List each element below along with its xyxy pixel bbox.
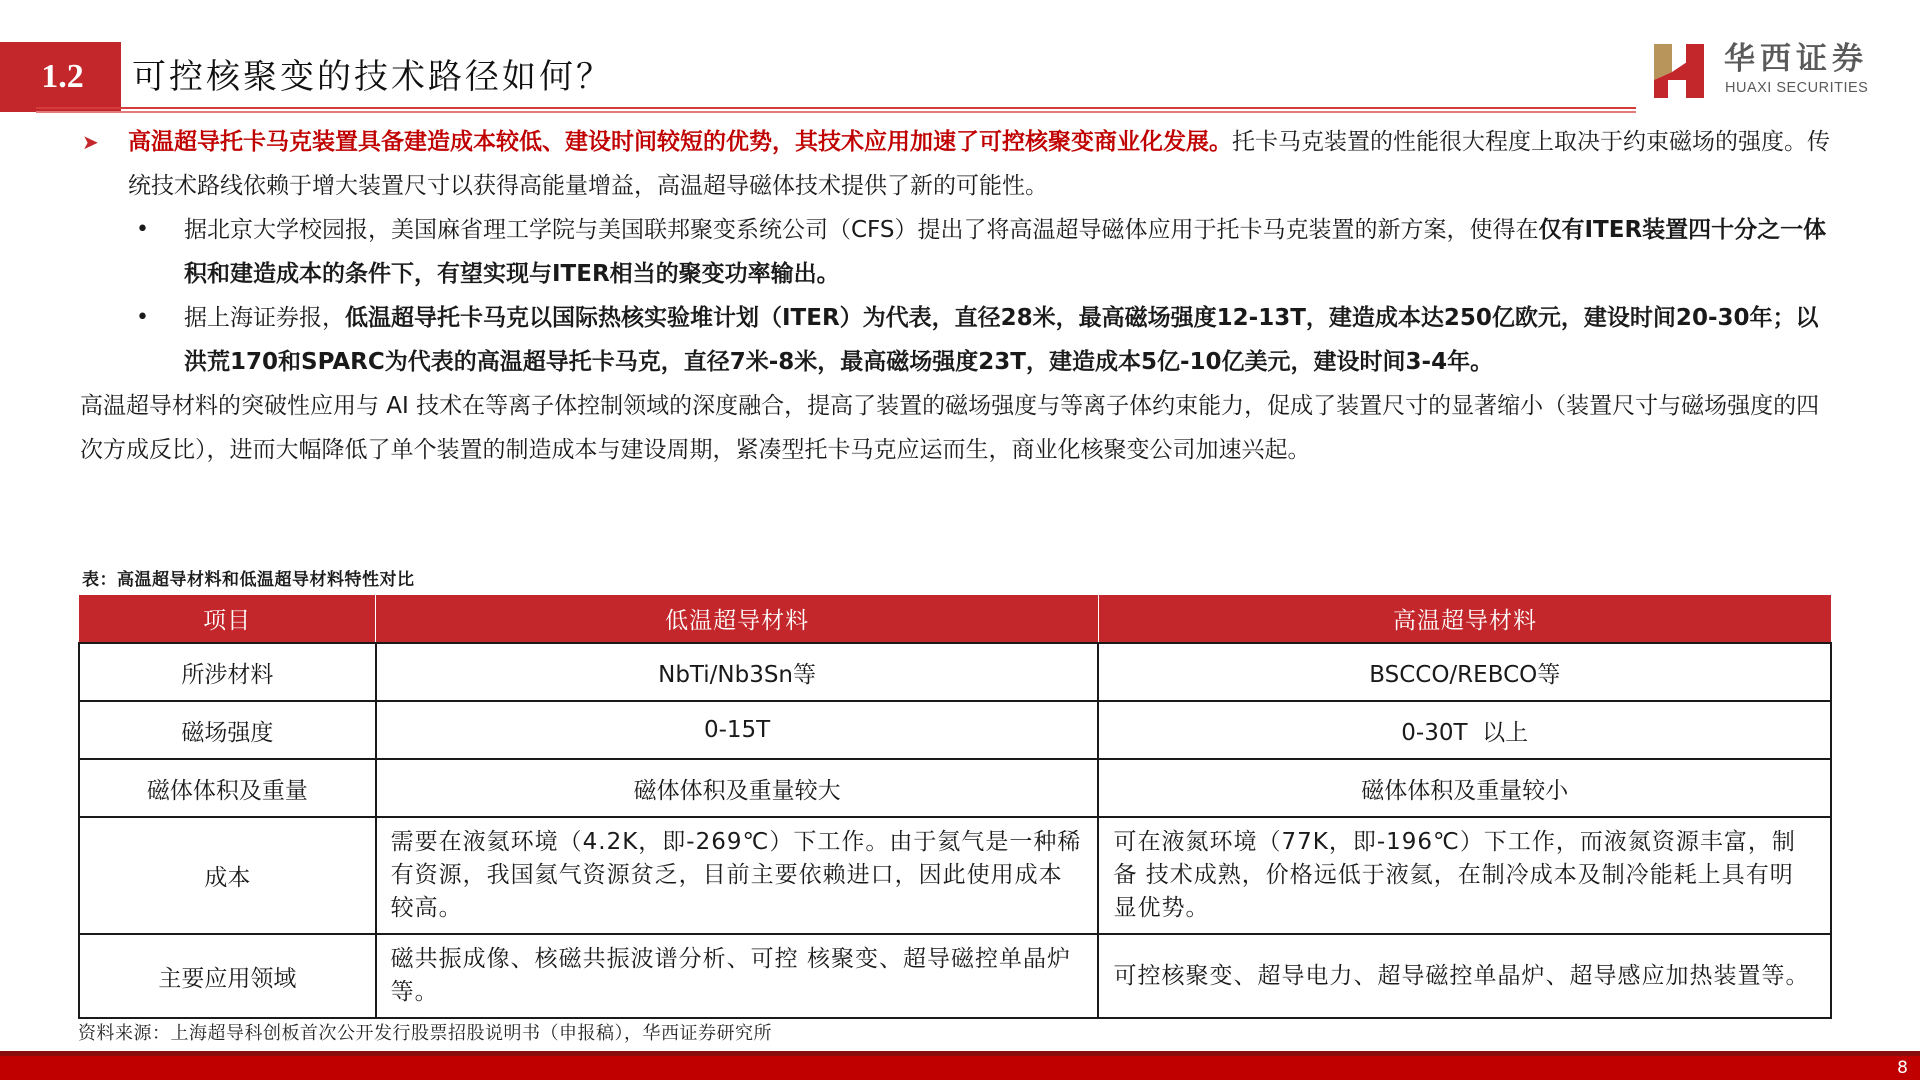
table-row [79,934,1831,1018]
high-temp-cell: 磁体体积及重量较小 [1098,759,1831,817]
summary-paragraph: 高温超导材料的突破性应用与 AI 技术在等离子体控制领域的深度融合，提高了装置的磁场强度与等离子体约束能力，促成了装置尺寸的显著缩小（装置尺寸与磁场强度的四次方成反比），进而大幅降低了单个装置的制造成本与建设周期，紧凑型托卡马克应运而生，商业化核聚变公司加速兴起。 [80,393,1820,463]
huaxi-logo [1652,36,1892,106]
huaxi-logo-icon [1652,42,1706,98]
table-row [79,759,1831,817]
high-temp-cell: 可在液氮环境（77K，即-196℃）下工作，而液氮资源丰富，制备 技术成熟，价格远低于液氦，在制冷成本及制冷能耗上具有明显优势。 [1098,817,1831,934]
comparison-table [78,595,1832,1019]
bullet-plain-text: 据上海证券报， [184,305,345,331]
row-label: 所涉材料 [79,643,376,701]
table-row [79,643,1831,701]
low-temp-cell: 0-15T [376,701,1099,759]
bullet-dot-icon: • [136,217,149,242]
high-temp-cell: 可控核聚变、超导电力、超导磁控单晶炉、超导感应加热装置等。 [1098,934,1831,1018]
low-temp-cell: NbTi/Nb3Sn等 [376,643,1099,701]
table-header-row [79,595,1831,643]
row-label: 成本 [79,817,376,934]
row-label: 主要应用领域 [79,934,376,1018]
high-temp-cell: 0-30T 以上 [1098,701,1831,759]
low-temp-cell: 磁共振成像、核磁共振波谱分析、可控 核聚变、超导磁控单晶炉等。 [376,934,1099,1018]
bullet-plain-text: 据北京大学校园报，美国麻省理工学院与美国联邦聚变系统公司（CFS）提出了将高温超导磁体应用于托卡马克装置的新方案，使得在 [184,217,1539,243]
bullet-dot-icon: • [136,305,149,330]
header-item: 项目 [79,595,376,643]
bullet-item [80,208,1840,296]
logo-name-cn: 华西证券 [1724,41,1868,77]
header-low-temp: 低温超导材料 [376,595,1099,643]
bullet-item [80,296,1840,384]
table-row [79,817,1831,934]
page-title: 可控核聚变的技术路径如何？ [132,57,613,97]
lead-highlight: 高温超导托卡马克装置具备建造成本较低、建设时间较短的优势，其技术应用加速了可控核聚变商业化发展。 [128,129,1232,155]
row-label: 磁体体积及重量 [79,759,376,817]
arrow-bullet-icon: ➤ [82,130,99,154]
page-number: 8 [1897,1058,1908,1078]
high-temp-cell: BSCCO/REBCO等 [1098,643,1831,701]
footer-bar [0,1051,1920,1080]
lead-paragraph [80,120,1840,208]
table-caption: 表：高温超导材料和低温超导材料特性对比 [82,570,415,590]
table-row [79,701,1831,759]
bullet-bold-text: 仅有ITER装置四十分之一体积和建造成本的条件下，有望实现与ITER相当的聚变功率输出。 [184,217,1827,287]
lead-rest: 托卡马克装置的性能很大程度上取决于约束磁场的强度。传统技术路线依赖于增大装置尺寸以获得高能量增益，高温超导磁体技术提供了新的可能性。 [128,129,1830,199]
source-note: 资料来源：上海超导科创板首次公开发行股票招股说明书（申报稿），华西证券研究所 [78,1023,772,1044]
header-high-temp: 高温超导材料 [1098,595,1831,643]
body-text [80,120,1840,472]
logo-name-en: HUAXI SECURITIES [1725,80,1869,96]
section-number: 1.2 [0,42,121,112]
row-label: 磁场强度 [79,701,376,759]
low-temp-cell: 磁体体积及重量较大 [376,759,1099,817]
title-divider [36,107,1636,113]
bullet-bold-text: 低温超导托卡马克以国际热核实验堆计划（ITER）为代表，直径28米，最高磁场强度12-13T，建造成本达250亿欧元，建设时间20-30年；以洪荒170和SPARC为代表的高温超导托卡马克，直径7米-8米，最高磁场强度23T，建造成本5亿-10亿美元，建设时间3-4年。 [184,305,1819,375]
low-temp-cell: 需要在液氦环境（4.2K，即-269℃）下工作。由于氦气是一种稀有资源，我国氦气资源贫乏，目前主要依赖进口，因此使用成本较高。 [376,817,1099,934]
